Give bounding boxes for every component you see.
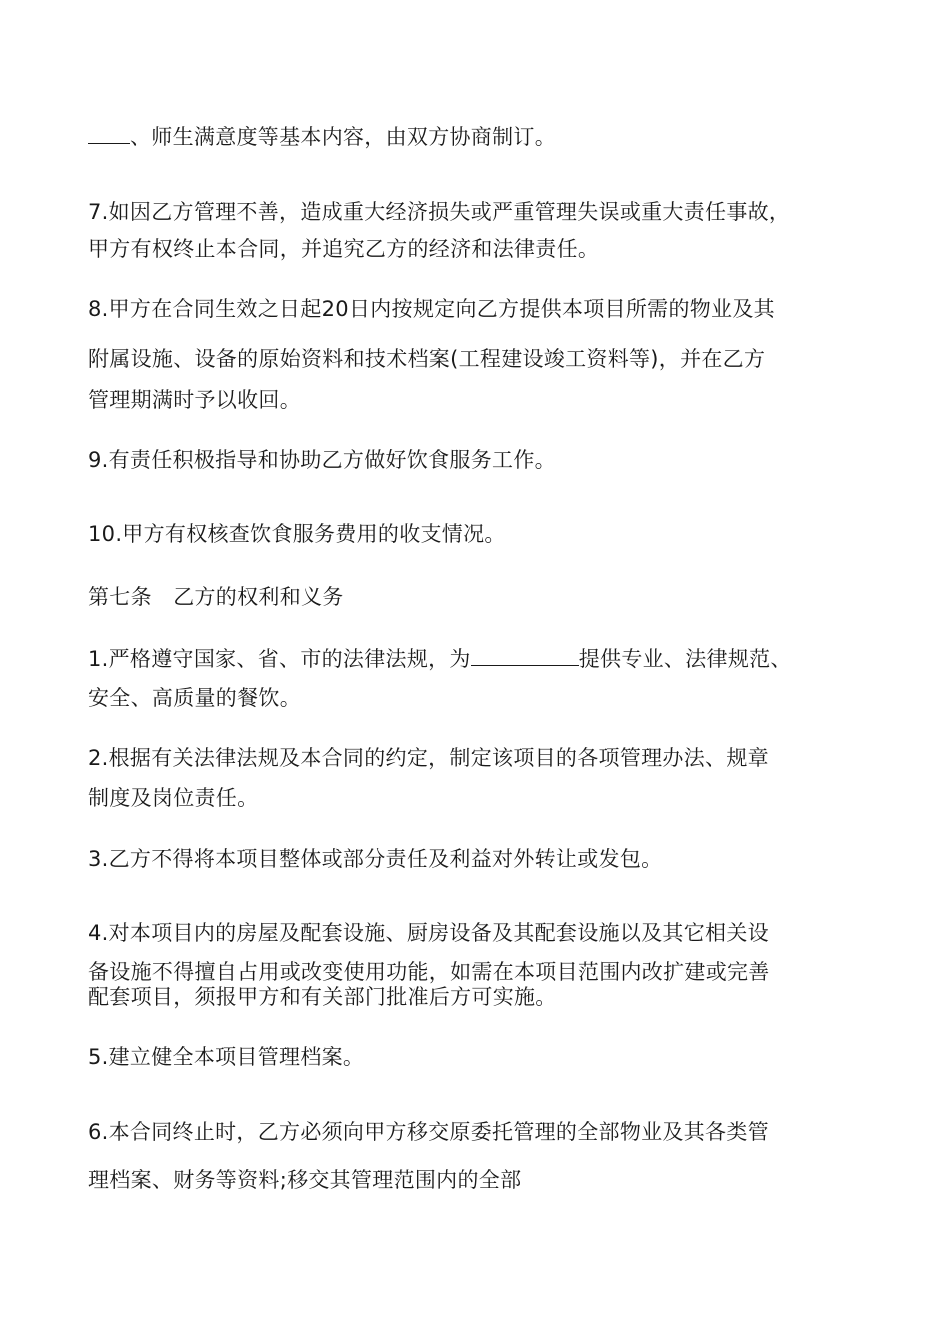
fill-in-blank — [471, 647, 579, 666]
line-text: 提供专业、法律规范、 — [578, 647, 792, 671]
text-line: 管理期满时予以收回。 — [88, 388, 301, 412]
text-line: 备设施不得擅自占用或改变使用功能，如需在本项目范围内改扩建或完善 — [88, 960, 770, 984]
text-line — [88, 646, 792, 672]
text-line: 8.甲方在合同生效之日起20日内按规定向乙方提供本项目所需的物业及其 — [88, 297, 775, 321]
text-line: 安全、高质量的餐饮。 — [88, 686, 301, 710]
text-line: 理档案、财务等资料;移交其管理范围内的全部 — [88, 1168, 522, 1192]
section-heading: 第七条 乙方的权利和义务 — [88, 585, 344, 609]
text-line: 2.根据有关法律法规及本合同的约定，制定该项目的各项管理办法、规章 — [88, 746, 769, 770]
text-line: 甲方有权终止本合同，并追究乙方的经济和法律责任。 — [88, 237, 600, 261]
text-line: 7.如因乙方管理不善，造成重大经济损失或严重管理失误或重大责任事故， — [88, 200, 791, 224]
line-text: 、师生满意度等基本内容，由双方协商制订。 — [130, 125, 556, 149]
text-line: 6.本合同终止时，乙方必须向甲方移交原委托管理的全部物业及其各类管 — [88, 1120, 769, 1144]
text-line: 制度及岗位责任。 — [88, 786, 259, 810]
text-line: 附属设施、设备的原始资料和技术档案(工程建设竣工资料等)，并在乙方 — [88, 347, 766, 371]
text-line: 3.乙方不得将本项目整体或部分责任及利益对外转让或发包。 — [88, 847, 663, 871]
text-line: 9.有责任积极指导和协助乙方做好饮食服务工作。 — [88, 448, 556, 472]
text-line: 配套项目，须报甲方和有关部门批准后方可实施。 — [88, 985, 557, 1009]
line-text: 1.严格遵守国家、省、市的法律法规，为 — [88, 647, 471, 671]
text-line: 4.对本项目内的房屋及配套设施、厨房设备及其配套设施以及其它相关设 — [88, 921, 769, 945]
text-line: 5.建立健全本项目管理档案。 — [88, 1045, 365, 1069]
text-line — [88, 124, 556, 150]
text-line: 10.甲方有权核查饮食服务费用的收支情况。 — [88, 522, 506, 546]
fill-in-blank — [88, 125, 130, 144]
